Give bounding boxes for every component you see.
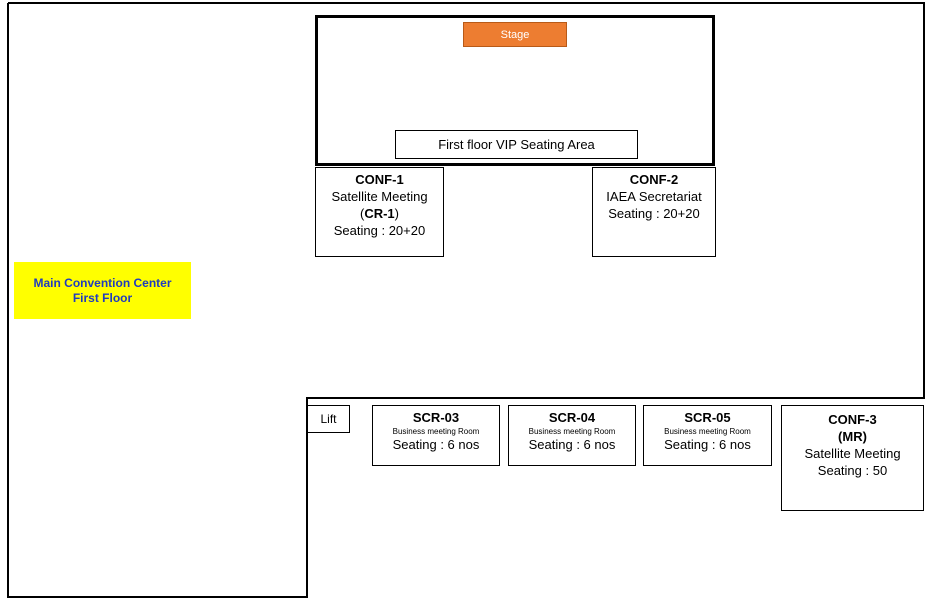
scr-03-code: SCR-03 (412, 410, 460, 425)
conf-1-room (316, 205, 443, 222)
conf-3-desc: Satellite Meeting (804, 446, 901, 461)
conf-2-code: CONF-2 (629, 172, 679, 187)
scr-03-seating: Seating : 6 nos (392, 437, 480, 452)
stage-label: Stage (500, 28, 530, 41)
conf-1-seating: Seating : 20+20 (333, 223, 426, 238)
scr-05-seating: Seating : 6 nos (664, 437, 751, 452)
vip-seating-area (395, 130, 638, 159)
room-conf-2 (592, 167, 716, 257)
floor-title-line-2: First Floor (72, 290, 133, 305)
scr-03-desc: Business meeting Room (392, 427, 480, 436)
scr-04-seating: Seating : 6 nos (528, 437, 616, 452)
conf-2-desc: IAEA Secretariat (606, 189, 702, 204)
conf-3-room: (MR) (838, 429, 867, 444)
vip-seating-label: First floor VIP Seating Area (438, 137, 595, 152)
lift (307, 405, 350, 433)
room-scr-05 (643, 405, 772, 466)
conf-1-room-code: CR-1 (364, 206, 395, 221)
scr-05-code: SCR-05 (684, 410, 731, 425)
room-scr-03 (372, 405, 500, 466)
stage (463, 22, 567, 47)
conf-2-seating: Seating : 20+20 (608, 206, 700, 221)
conf-1-code: CONF-1 (355, 172, 404, 187)
conf-3-seating: Seating : 50 (817, 463, 888, 478)
room-conf-3 (781, 405, 924, 511)
conf-3-code: CONF-3 (828, 412, 877, 427)
scr-04-desc: Business meeting Room (528, 427, 616, 436)
conf-1-desc: Satellite Meeting (331, 189, 428, 204)
scr-04-code: SCR-04 (548, 410, 596, 425)
floor-title-line-1: Main Convention Center (33, 275, 172, 290)
floor-title (14, 262, 191, 319)
lift-label: Lift (320, 412, 337, 426)
room-conf-1 (315, 167, 444, 257)
scr-05-desc: Business meeting Room (664, 427, 751, 436)
conf-1-room-close: ) (394, 206, 400, 221)
conf-1-room-open: ( (359, 206, 365, 221)
room-scr-04 (508, 405, 636, 466)
